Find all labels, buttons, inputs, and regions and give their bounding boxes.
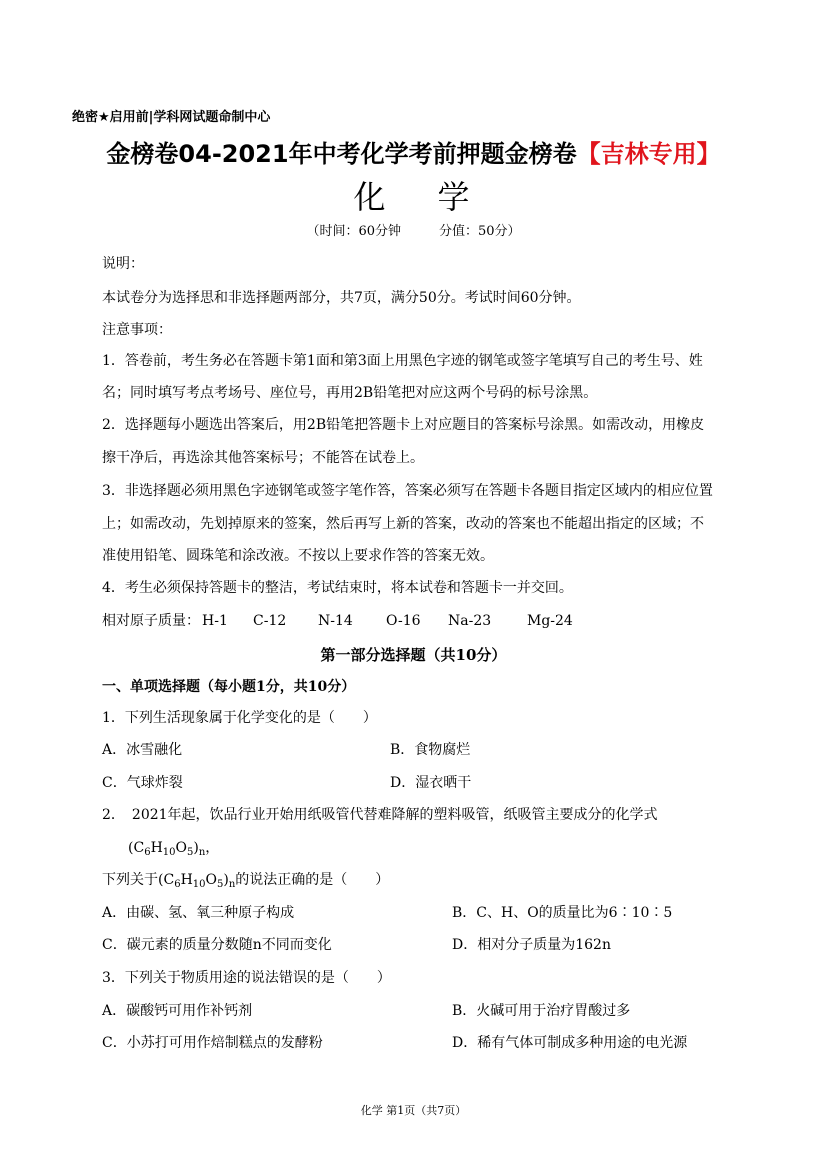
q1-option-d: D．湿衣晒干 bbox=[390, 775, 472, 791]
formula-o-subscript: 5 bbox=[187, 847, 194, 858]
formula-h-subscript: 10 bbox=[192, 879, 206, 890]
q2-option-c: C．碳元素的质量分数随n不同而变化 bbox=[102, 937, 332, 953]
formula-o: O bbox=[175, 840, 187, 856]
q3-option-b: B．火碱可用于治疗胃酸过多 bbox=[452, 1003, 631, 1019]
q2-formula bbox=[128, 838, 219, 863]
instructions-label: 说明： bbox=[102, 256, 144, 272]
note-3-line-1: 3．非选择题必须用黑色字迹钢笔或签字笔作答，答案必须写在答题卡各题目指定区域内的相应位置 bbox=[102, 483, 713, 499]
formula-n-subscript: n bbox=[198, 847, 206, 858]
page-footer: 化学 第1页（共7页） bbox=[360, 1104, 467, 1117]
q3-option-c: C．小苏打可用作焙制糕点的发酵粉 bbox=[102, 1035, 323, 1051]
note-2-line-2: 擦干净后，再选涂其他答案标号；不能答在试卷上。 bbox=[102, 450, 424, 466]
exam-title bbox=[0, 134, 827, 169]
part-1-title: 第一部分选择题（共10分） bbox=[320, 646, 507, 664]
note-4: 4．考生必须保持答题卡的整洁，考试结束时，将本试卷和答题卡一并交回。 bbox=[102, 580, 573, 596]
exam-title-main: 金榜卷04-2021年中考化学考前押题金榜卷 bbox=[106, 140, 577, 168]
formula-suffix: ， bbox=[205, 840, 220, 856]
exam-time: （时间：60分钟 bbox=[306, 224, 401, 239]
note-3-line-2: 上；如需改动，先划掉原来的签案，然后再写上新的答案，改动的答案也不能超出指定的区域；不 bbox=[102, 516, 704, 532]
formula-o-subscript: 5 bbox=[217, 879, 224, 890]
note-2-line-1: 2．选择题每小题选出答案后，用2B铅笔把答题卡上对应题目的答案标号涂黑。如需改动，用橡皮 bbox=[102, 417, 705, 433]
q3-option-d: D．稀有气体可制成多种用途的电光源 bbox=[452, 1035, 688, 1051]
exam-score: 分值：50分） bbox=[439, 224, 521, 239]
q2-stem: 2． 2021年起，饮品行业开始用纸吸管代替难降解的塑料吸管，纸吸管主要成分的化学式 bbox=[102, 807, 658, 823]
atomic-mass-o: O-16 bbox=[386, 613, 421, 629]
formula-c-subscript: 6 bbox=[144, 847, 151, 858]
q2-stem-2-prefix: 下列关于(C bbox=[102, 872, 175, 888]
subject-title bbox=[0, 172, 827, 218]
formula-open: (C bbox=[128, 840, 145, 856]
subject-char-2: 学 bbox=[437, 178, 474, 216]
formula-o: O bbox=[205, 872, 217, 888]
q2-option-a: A．由碳、氢、氧三种原子构成 bbox=[102, 905, 295, 921]
q2-option-d: D．相对分子质量为162n bbox=[452, 937, 611, 953]
exam-title-region: 【吉林专用】 bbox=[576, 140, 721, 168]
note-1-line-2: 名；同时填写考点考场号、座位号，再用2B铅笔把对应这两个号码的标号涂黑。 bbox=[102, 385, 598, 401]
q1-stem: 1．下列生活现象属于化学变化的是（ ） bbox=[102, 710, 377, 726]
formula-close: ) bbox=[193, 840, 199, 856]
q2-stem-2 bbox=[102, 870, 389, 895]
q3-stem: 3．下列关于物质用途的说法错误的是（ ） bbox=[102, 970, 391, 986]
q2-option-b: B．C、H、O的质量比为6∶10∶5 bbox=[452, 905, 673, 921]
atomic-mass-mg: Mg-24 bbox=[527, 613, 573, 629]
note-1-line-1: 1．答卷前，考生务必在答题卡第1面和第3面上用黑色字迹的钢笔或签字笔填写自己的考生号、姓 bbox=[102, 353, 703, 369]
instructions-intro: 本试卷分为选择思和非选择题两部分，共7页，满分50分。考试时间60分钟。 bbox=[102, 290, 581, 306]
atomic-mass-label: 相对原子质量： bbox=[102, 613, 200, 629]
notes-label: 注意事项： bbox=[102, 322, 172, 338]
atomic-mass-h: H-1 bbox=[202, 613, 228, 629]
q2-stem-2-suffix: 的说法正确的是（ ） bbox=[235, 872, 390, 888]
formula-h: H bbox=[150, 840, 163, 856]
time-score-info bbox=[0, 220, 827, 239]
note-3-line-3: 准使用铅笔、圆珠笔和涂改液。不按以上要求作答的答案无效。 bbox=[102, 548, 494, 564]
q1-option-a: A．冰雪融化 bbox=[102, 742, 183, 758]
section-1-title: 一、单项选择题（每小题1分，共10分） bbox=[102, 679, 356, 695]
formula-c-subscript: 6 bbox=[174, 879, 181, 890]
atomic-mass-c: C-12 bbox=[253, 613, 287, 629]
q1-option-b: B．食物腐烂 bbox=[390, 742, 471, 758]
formula-n-subscript: n bbox=[228, 879, 236, 890]
formula-h: H bbox=[180, 872, 193, 888]
atomic-mass-na: Na-23 bbox=[448, 613, 492, 629]
confidential-header: 绝密★启用前|学科网试题命制中心 bbox=[72, 110, 271, 125]
q3-option-a: A．碳酸钙可用作补钙剂 bbox=[102, 1003, 253, 1019]
subject-char-1: 化 bbox=[353, 178, 390, 216]
formula-close: ) bbox=[223, 872, 229, 888]
formula-h-subscript: 10 bbox=[162, 847, 176, 858]
atomic-mass-n: N-14 bbox=[318, 613, 353, 629]
q1-option-c: C．气球炸裂 bbox=[102, 775, 183, 791]
